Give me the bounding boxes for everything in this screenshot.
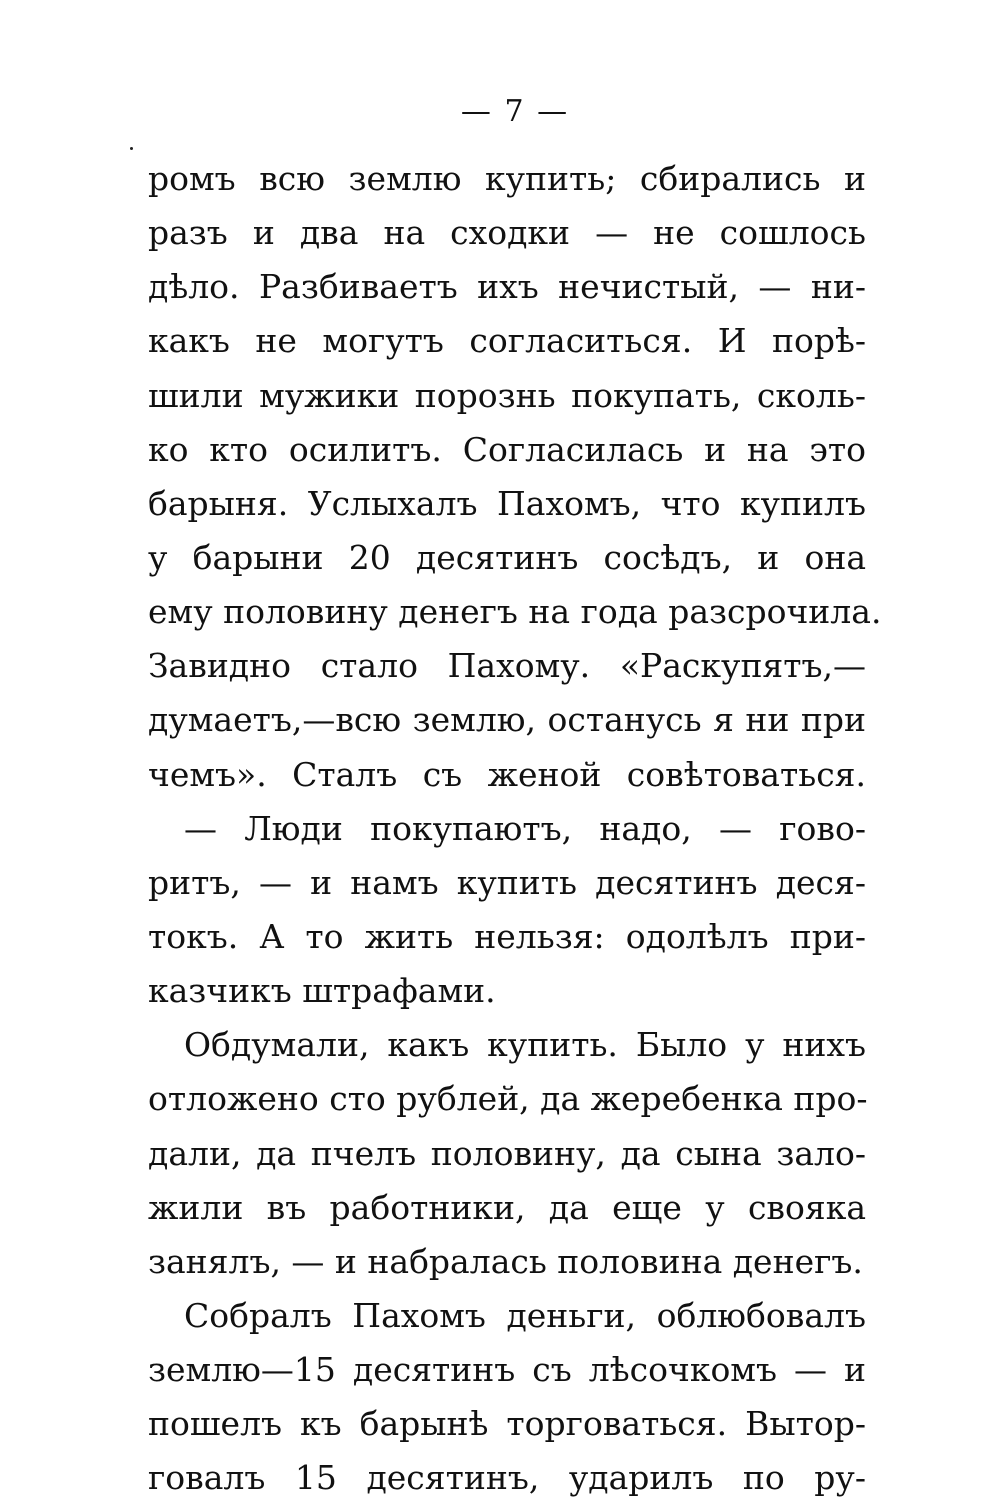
text-line: — Люди покупаютъ, надо, — гово-: [184, 808, 866, 848]
body-text: [148, 152, 882, 1506]
text-line: казчикъ штрафами.: [148, 971, 496, 1011]
text-line: ромъ всю землю купить; сбирались и: [148, 159, 866, 198]
text-line: чемъ». Сталъ съ женой совѣтоваться.: [148, 754, 866, 794]
text-line: какъ не могутъ согласиться. И порѣ-: [148, 321, 866, 361]
text-line: токъ. А то жить нельзя: одолѣлъ при-: [148, 916, 866, 956]
text-line: разъ и два на сходки — не сошлось: [148, 213, 866, 253]
text-line: отложено сто рублей, да жеребенка про-: [148, 1079, 868, 1119]
text-line: у барыни 20 десятинъ сосѣдъ, и она: [148, 537, 866, 577]
text-line: Собралъ Пахомъ деньги, облюбовалъ: [184, 1295, 866, 1335]
text-line: ко кто осилитъ. Согласилась и на это: [148, 429, 866, 469]
text-line: пошелъ къ барынѣ торговаться. Вытор-: [148, 1404, 866, 1444]
text-line: занялъ, — и набралась половина денегъ.: [148, 1241, 863, 1281]
page-number: — 7 —: [460, 94, 570, 129]
text-line: ритъ, — и намъ купить десятинъ деся-: [148, 862, 866, 902]
text-line: думаетъ,—всю землю, останусь я ни при: [148, 700, 866, 740]
text-line: жили въ работники, да еще у свояка: [148, 1187, 866, 1227]
text-line: землю—15 десятинъ съ лѣсочкомъ — и: [148, 1350, 866, 1390]
text-line: дали, да пчелъ половину, да сына зало-: [148, 1133, 866, 1173]
text-line: Завидно стало Пахому. «Раскупятъ,—: [148, 646, 866, 686]
print-speck: [130, 147, 133, 150]
text-line: шили мужики порознь покупать, сколь-: [148, 375, 866, 415]
text-line: Обдумали, какъ купить. Было у нихъ: [184, 1025, 866, 1065]
text-line: барыня. Услыхалъ Пахомъ, что купилъ: [148, 483, 866, 523]
text-line: ему половину денегъ на года разсрочила.: [148, 592, 882, 632]
text-line: говалъ 15 десятинъ, ударилъ по ру-: [148, 1458, 866, 1498]
text-line: дѣло. Разбиваетъ ихъ нечистый, — ни-: [148, 267, 866, 307]
